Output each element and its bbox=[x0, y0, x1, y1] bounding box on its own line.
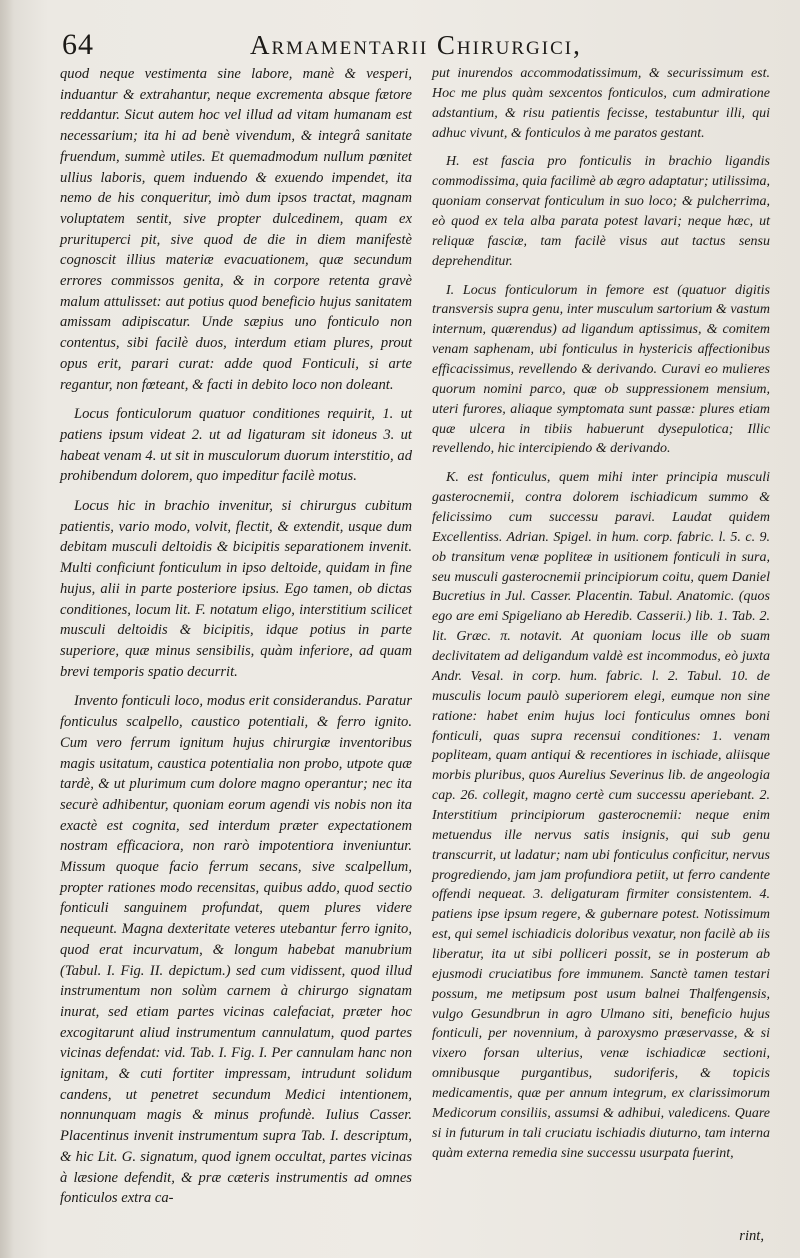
paragraph: I. Locus fonticulorum in femore est (quatuor digitis transversis supra genu, inter musculum sartorium & vastum internum, quærendus) ad ligandum aptissimus, & comitem venam saphenam, ubi fonticulus in hystericis affectionibus efficacissimus, revellendo & derivando. Curavi eo mulieres quorum nomini parco, quæ ob suppressionem mensium, uteri furores, aliaque symptomata sunt passæ: plures etiam quæ ulcera in tibiis habuerunt dysepulotica; Illic revellendo, hic intercipiendo & derivando. bbox=[432, 282, 770, 457]
paragraph: put inurendos accommodatissimum, & securissimum est. Hoc me plus quàm sexcentos fonticulos, cum admiratione adstantium, & risu patientis fecisse, testabuntur illi, qui adhuc vivunt, & fonticulos à me paratos gestant. bbox=[432, 66, 770, 141]
running-head bbox=[60, 28, 760, 68]
paragraph: Locus fonticulorum quatuor conditiones requirit, 1. ut patiens ipsum videat 2. ut ad ligaturam sit idoneus 3. ut habeat venam 4. ut sit in musculorum duorum interstitio, ad prohibendum dolorem, quo impeditur facilè motus. bbox=[60, 406, 412, 485]
right-column bbox=[432, 64, 770, 1172]
paragraph: quod neque vestimenta sine labore, manè & vesperi, induantur & extrahantur, neque excrementa absque fætore reddantur. Sicut autem hoc vel illud ad vitam humanam est necessarium; ita hi ad benè vivendum, & integrâ sanitate fruendum, summè utiles. Et quemadmodum nullum pœnitet ullius laboris, quem induendo & exuendo impendet, ita nemo de his conqueritur, imò dum ipsos tractat, magnam voluptatem sentit, sive propter dulcedinem, quam ex prurituperci pit, sive quod de die in diem manifestè cognoscit illius materiæ evacuationem, quæ secundum errores commissos genita, & in corpore retenta gravè malum attulisset: aut potius quod beneficio hujus sanitatem amissam adipiscatur. Unde sæpius uno fonticulo non contentus, sibi facilè duos, interdum etiam plures, prout opus erit, parari curat: adde quod Fonticuli, si arte regantur, non fœteant, & facti in debito loco non doleant. bbox=[60, 66, 412, 393]
paragraph: Invento fonticuli loco, modus erit considerandus. Paratur fonticulus scalpello, caustico potentiali, & ferro ignito. Cum vero ferrum ignitum hujus chirurgiæ inventoribus magis usitatum, caustica potentialia non probo, utpote quæ tardè, & ut plurimum cum dolore magno operantur; nec ita securè adhibentur, quoniam eorum agendi vis nobis non ita exactè est cognita, sed interdum præter expectationem nostram efficaciora, non rarò impotentiora inveniuntur. Missum quoque facio ferrum secans, sive scalpellum, propter rationes modo recensitas, quibus addo, quod sectio fonticuli sanguinem profundat, quem plures videre nequeunt. Magna dexteritate veteres utebantur ferro ignito, quod erat incurvatum, & longum habebat manubrium (Tabul. I. Fig. II. depictum.) sed cum vidissent, quod illud instrumentum non solùm carnem à chirurgo signatam inurat, sed etiam partes vicinas calefaciat, præter hoc excogitarunt aliud instrumentum cannulatum, quod partes vicinas defendat: vid. Tab. I. Fig. I. Per cannulam hanc non ignitam, & cuti fortiter impressam, intrudunt solidum candens, ut penetret secundum Medici intentionem, nonnunquam magis & minus profundè. Iulius Casser. Placentinus invenit instrumentum supra Tab. I. descriptum, & hic Lit. G. signatum, quod ignem occultat, partes vicinas à læsione defendit, & præ cæteris instrumentis ad omnes fonticulos extra ca- bbox=[60, 693, 412, 1207]
paragraph: H. est fascia pro fonticulis in brachio ligandis commodissima, quia facilimè ab ægro adaptatur; utilissima, quoniam conservat fonticulum in suo loco; & pulcherrima, eò quod ex tela alba parata potest lavari; neque hæc, ut reliquæ fasciæ, tam facilè visus aut tactus sensu deprehenditur. bbox=[432, 154, 770, 269]
paragraph: K. est fonticulus, quem mihi inter principia musculi gasterocnemii, contra dolorem ischiadicum summo & felicissimo cum successu paravi. Laudat quidem Excellentiss. Adrian. Spigel. in hum. corp. fabric. l. 5. c. 9. ob transitum venæ popliteæ in usitionem fonticuli in sura, seu musculi gasterocnemii principiorum coitu, quem Daniel Bucretius in Jul. Casser. Placentin. Tabul. Anatomic. (quos ego are emi Spigeliano ab Heredib. Casserii.) lib. 1. Tab. 2. lit. Græc. π. notavit. At quoniam locus ille ob suam declivitatem ad deligandum valdè est incommodus, eò juxta Andr. Vesal. in corp. hum. fabric. l. 2. Tabul. 10. de musculis locum paulò superiorem elegi, eumque non sine ratione: habet enim hujus loci fonticulus omnes boni fonticuli, quas supra recensui conditiones: 1. venam popliteam, quam antiqui & recentiores in ischiade, aliisque morbis pluribus, quos Aurelius Severinus lib. de angeologia cap. 26. collegit, magno certè cum successu aperiebant. 2. Interstitium principiorum gasterocnemii: neque enim metuendus ille nervus satis insignis, qui sub genu transcurrit, ut ladatur; nam ubi fonticulus conficitur, nervus progrediendo, jam jam profundiora petiit, ut ferro candente offendi nequeat. 3. deligaturam firmiter consistentem. 4. patiens ipse ipsum regere, & gubernare potest. Notissimum est, qui semel ischiadicis doloribus vexatur, non facilè ab iis liberatur, ita ut sibi polliceri possit, se in posterum ab ejusmodi cruciatibus fore immunem. Sanctè tamen testari possum, me metipsum post usum balnei Thalfengensis, vulgo Gesundbrun in agro Ulmano siti, beneficio hujus fonticuli, per novennium, à paroxysmo præservasse, & si vixero forsan ulterius, venæ ischiadicæ sectioni, omnibusque purgantibus, sudoriferis, & topicis medicamentis, quæ per annum integrum, ex clarissimorum Medicorum consiliis, assumsi & adhibui, valedicens. Quare si in futurum in tali cruciatu ischiadis diuturno, tam interna quàm externa remedia sine successu usurpata fuerint, bbox=[432, 470, 770, 1161]
paragraph: Locus hic in brachio invenitur, si chirurgus cubitum patientis, vario modo, volvit, flectit, & extendit, usque dum debitam musculi deltoidis & bicipitis separationem invenit. Multi conficiunt fonticulum in ipso deltoide, quidam in fine hujus, alii in parte posteriore ipsius. Ego tamen, ob dictas conditiones, locum lit. F. notatum eligo, interstitium scilicet musculi deltoidis & bicipitis, idque potius in parte superiore, quæ minus sensibilis, quàm inferiore, ad quam brevi temporis spatio decurrit. bbox=[60, 498, 412, 680]
left-column bbox=[60, 64, 412, 1218]
catchword: rint, bbox=[739, 1228, 764, 1244]
running-title: Armamentarii Chirurgici, bbox=[250, 30, 582, 60]
page-gutter-shadow bbox=[0, 0, 14, 1258]
page-number: 64 bbox=[62, 28, 94, 61]
